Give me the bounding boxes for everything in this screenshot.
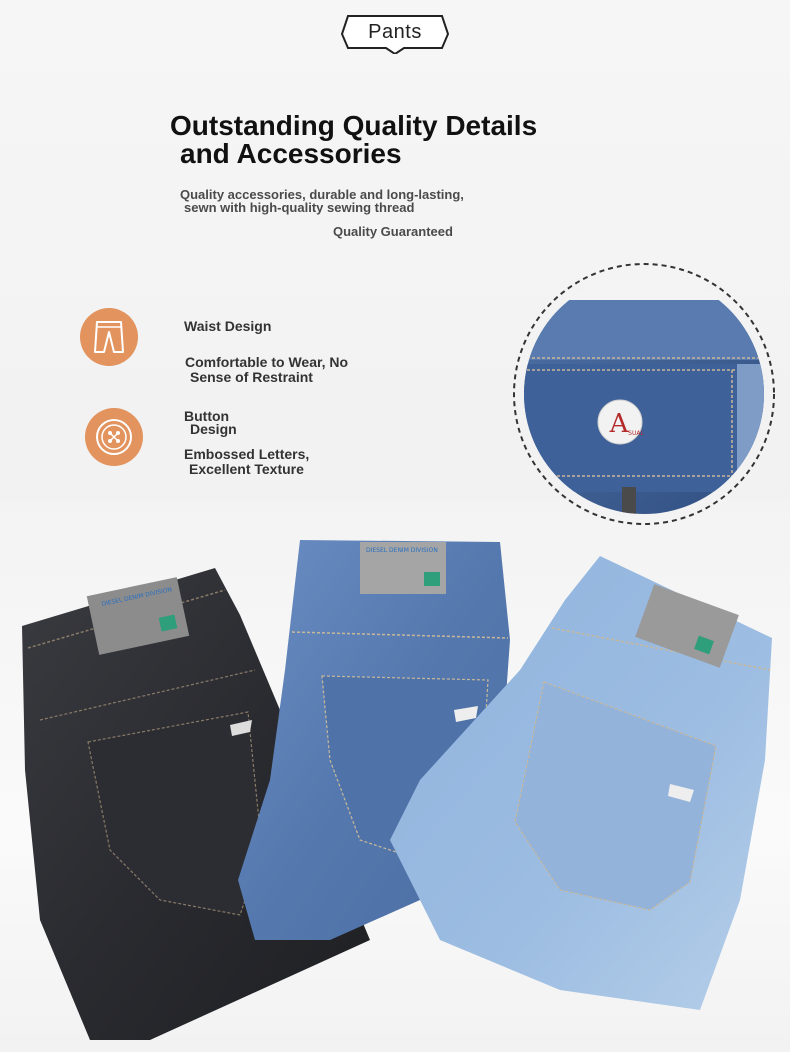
subtitle (180, 188, 464, 214)
feature-desc-waist (185, 355, 348, 385)
subtitle-line2: sewn with high-quality sewing thread (184, 200, 415, 215)
svg-text:DIESEL DENIM DIVISION: DIESEL DENIM DIVISION (366, 547, 438, 554)
category-tag (340, 14, 450, 50)
feature-desc-waist-line1: Comfortable to Wear, No (185, 354, 349, 370)
svg-text:DIESEL DENIM DIVISION: DIESEL DENIM DIVISION (100, 586, 173, 608)
button-icon (85, 408, 143, 466)
button-letter: A (609, 409, 629, 439)
feature-title-button-line2: Design (190, 421, 237, 437)
feature-desc-waist-line2: Sense of Restraint (190, 369, 313, 385)
jeans-product-photo (0, 520, 790, 1052)
feature-title-waist: Waist Design (184, 318, 272, 334)
headline (170, 112, 537, 168)
pants-icon (80, 308, 138, 366)
headline-line2: and Accessories (180, 138, 402, 169)
feature-desc-button-line1: Embossed Letters, (184, 446, 310, 462)
feature-desc-button-line2: Excellent Texture (189, 461, 304, 477)
feature-title-button-line1: Button (184, 408, 230, 424)
button-closeup (512, 262, 776, 526)
subtitle-line1: Quality accessories, durable and long-lasting, (180, 187, 464, 202)
quality-guaranteed-text: Quality Guaranteed (333, 224, 453, 239)
feature-title-button (184, 410, 237, 436)
headline-line1: Outstanding Quality Details (170, 110, 538, 141)
feature-desc-button (184, 447, 309, 477)
button-text: SUAL (628, 430, 644, 437)
category-tag-label: Pants (368, 21, 422, 43)
